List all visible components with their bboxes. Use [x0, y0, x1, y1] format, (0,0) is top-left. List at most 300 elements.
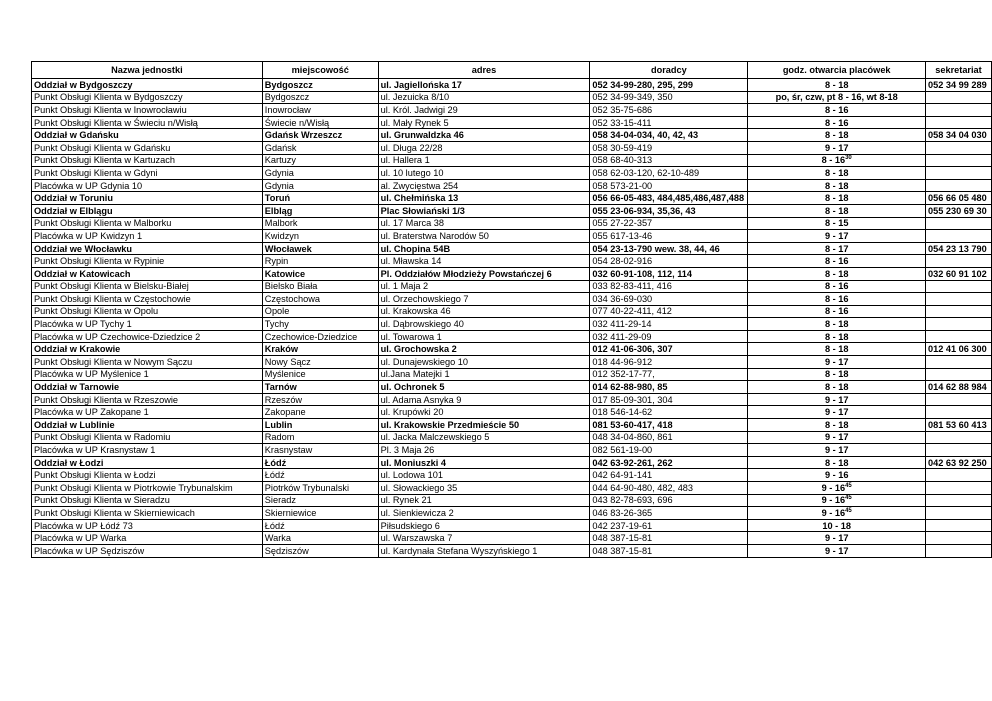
- cell-opening-hours: [748, 406, 926, 419]
- cell-unit-name: [32, 519, 263, 532]
- cell-opening-hours: [748, 116, 926, 129]
- hours-minutes-superscript: 45: [845, 507, 852, 514]
- cell-advisors-phone: [590, 204, 748, 217]
- table-row: [32, 381, 992, 394]
- table-row: [32, 116, 992, 129]
- cell-advisors-phone-text: 052 35-75-686: [592, 104, 653, 115]
- cell-advisors-phone-text: 042 64-91-141: [592, 470, 653, 481]
- cell-unit-name-text: Placówka w UP Zakopane 1: [34, 407, 149, 418]
- cell-advisors-phone-text: 052 34-99-349, 350: [592, 92, 673, 103]
- cell-unit-name-text: Punkt Obsługi Klienta w Nowym Sączu: [34, 356, 193, 367]
- table-row: [32, 167, 992, 180]
- cell-city: [262, 217, 378, 230]
- cell-advisors-phone-text: 018 44-96-912: [592, 356, 653, 367]
- cell-address-text: ul. 17 Marca 38: [380, 218, 444, 229]
- cell-opening-hours-text: 8 - 18: [824, 419, 849, 430]
- cell-unit-name-text: Punkt Obsługi Klienta w Piotrkowie Trybunalskim: [34, 482, 233, 493]
- cell-opening-hours: [748, 104, 926, 117]
- cell-advisors-phone: [590, 230, 748, 243]
- table-row: [32, 469, 992, 482]
- cell-unit-name-text: Placówka w UP Łódź 73: [34, 520, 133, 531]
- cell-address-text: ul. Mławska 14: [380, 256, 442, 267]
- cell-secretariat-text: 054 23 13 790: [928, 243, 987, 254]
- cell-secretariat: [926, 267, 992, 280]
- cell-city: [262, 494, 378, 507]
- cell-advisors-phone-text: 042 63-92-261, 262: [592, 457, 673, 468]
- cell-opening-hours: [748, 280, 926, 293]
- cell-advisors-phone-text: 055 27-22-357: [592, 218, 653, 229]
- table-row: [32, 255, 992, 268]
- cell-city-text: Sieradz: [264, 495, 296, 506]
- table-row: [32, 456, 992, 469]
- cell-address-text: ul. Orzechowskiego 7: [380, 293, 469, 304]
- cell-secretariat: [926, 192, 992, 205]
- cell-advisors-phone: [590, 91, 748, 104]
- cell-address: [378, 217, 590, 230]
- cell-secretariat: [926, 167, 992, 180]
- cell-secretariat: [926, 293, 992, 306]
- cell-opening-hours: [748, 381, 926, 394]
- cell-city: [262, 116, 378, 129]
- cell-opening-hours-text: 10 - 18: [822, 520, 851, 531]
- cell-advisors-phone: [590, 179, 748, 192]
- cell-secretariat: [926, 255, 992, 268]
- cell-address-text: Pl. Oddziałów Młodzieży Powstańczej 6: [380, 268, 552, 279]
- cell-address-text: ul. 10 lutego 10: [380, 167, 444, 178]
- cell-secretariat-text: 081 53 60 413: [928, 419, 987, 430]
- cell-unit-name: [32, 456, 263, 469]
- cell-city-text: Krasnystaw: [264, 445, 313, 456]
- cell-opening-hours: [748, 255, 926, 268]
- cell-advisors-phone-text: 055 617-13-46: [592, 230, 653, 241]
- cell-advisors-phone: [590, 116, 748, 129]
- cell-city-text: Kraków: [264, 344, 298, 355]
- cell-unit-name: [32, 217, 263, 230]
- table-row: [32, 393, 992, 406]
- header-opening-hours: godz. otwarcia placówek: [748, 62, 926, 79]
- cell-opening-hours-text: 8 - 18: [824, 319, 849, 330]
- table-row: [32, 141, 992, 154]
- cell-secretariat-text: 055 230 69 30: [928, 205, 987, 216]
- cell-city: [262, 91, 378, 104]
- cell-unit-name-text: Punkt Obsługi Klienta w Skierniewicach: [34, 507, 195, 518]
- cell-city: [262, 293, 378, 306]
- cell-secretariat: [926, 141, 992, 154]
- cell-city-text: Elbląg: [264, 205, 293, 216]
- cell-advisors-phone-text: 033 82-83-411, 416: [592, 281, 672, 292]
- cell-opening-hours: [748, 129, 926, 142]
- cell-opening-hours-text: 9 - 17: [824, 407, 849, 418]
- cell-advisors-phone-text: 082 561-19-00: [592, 445, 653, 456]
- cell-advisors-phone: [590, 267, 748, 280]
- cell-unit-name-text: Punkt Obsługi Klienta w Rypinie: [34, 256, 165, 267]
- table-row: [32, 305, 992, 318]
- cell-address: [378, 431, 590, 444]
- cell-secretariat: [926, 217, 992, 230]
- cell-address: [378, 192, 590, 205]
- table-row: [32, 406, 992, 419]
- cell-advisors-phone-text: 046 83-26-365: [592, 507, 653, 518]
- cell-city-text: Skierniewice: [264, 507, 317, 518]
- cell-city-text: Myślenice: [264, 369, 306, 380]
- cell-unit-name: [32, 179, 263, 192]
- cell-unit-name: [32, 230, 263, 243]
- cell-advisors-phone-text: 014 62-88-980, 85: [592, 382, 668, 393]
- cell-city: [262, 141, 378, 154]
- cell-advisors-phone: [590, 318, 748, 331]
- cell-advisors-phone: [590, 104, 748, 117]
- cell-opening-hours-text: 9 - 17: [824, 394, 849, 405]
- cell-city-text: Warka: [264, 533, 291, 544]
- cell-opening-hours: [748, 217, 926, 230]
- cell-unit-name: [32, 419, 263, 432]
- cell-address: [378, 519, 590, 532]
- cell-opening-hours: [748, 356, 926, 369]
- cell-secretariat: [926, 431, 992, 444]
- cell-opening-hours: [748, 368, 926, 381]
- cell-advisors-phone: [590, 456, 748, 469]
- cell-city: [262, 318, 378, 331]
- cell-advisors-phone-text: 054 28-02-916: [592, 256, 653, 267]
- cell-advisors-phone: [590, 419, 748, 432]
- cell-address-text: ul. Rynek 21: [380, 495, 432, 506]
- cell-secretariat-text: 042 63 92 250: [928, 457, 987, 468]
- cell-advisors-phone: [590, 255, 748, 268]
- cell-opening-hours-text: 8 - 16: [824, 256, 849, 267]
- cell-advisors-phone-text: 048 34-04-860, 861: [592, 432, 673, 443]
- cell-advisors-phone: [590, 482, 748, 495]
- cell-city-text: Piotrków Trybunalski: [264, 482, 350, 493]
- table-row: [32, 154, 992, 167]
- cell-opening-hours: [748, 519, 926, 532]
- table-body: [32, 79, 992, 558]
- cell-advisors-phone-text: 044 64-90-480, 482, 483: [592, 482, 694, 493]
- cell-address: [378, 406, 590, 419]
- cell-unit-name-text: Punkt Obsługi Klienta w Sieradzu: [34, 495, 170, 506]
- cell-advisors-phone: [590, 544, 748, 557]
- cell-secretariat-text: 032 60 91 102: [928, 268, 987, 279]
- cell-unit-name: [32, 482, 263, 495]
- cell-unit-name-text: Placówka w UP Myślenice 1: [34, 369, 149, 380]
- cell-advisors-phone-text: 018 546-14-62: [592, 407, 653, 418]
- cell-opening-hours-text: 8 - 16: [821, 155, 846, 166]
- cell-city: [262, 79, 378, 92]
- cell-secretariat-text: 056 66 05 480: [928, 193, 987, 204]
- cell-city: [262, 330, 378, 343]
- header-name: Nazwa jednostki: [32, 62, 263, 79]
- cell-unit-name-text: Oddział w Tarnowie: [34, 382, 120, 393]
- cell-opening-hours: [748, 179, 926, 192]
- cell-unit-name: [32, 91, 263, 104]
- cell-advisors-phone: [590, 469, 748, 482]
- cell-unit-name-text: Oddział w Lublinie: [34, 419, 115, 430]
- cell-address: [378, 179, 590, 192]
- cell-address: [378, 507, 590, 520]
- cell-unit-name-text: Oddział w Elblągu: [34, 205, 113, 216]
- cell-city: [262, 204, 378, 217]
- cell-unit-name: [32, 255, 263, 268]
- cell-opening-hours-text: 9 - 17: [824, 545, 849, 556]
- cell-advisors-phone-text: 058 30-59-419: [592, 142, 653, 153]
- cell-opening-hours-text: 8 - 18: [824, 79, 849, 90]
- cell-opening-hours-text: 9 - 17: [824, 432, 849, 443]
- cell-city: [262, 255, 378, 268]
- cell-opening-hours-text: 8 - 16: [824, 306, 849, 317]
- cell-unit-name-text: Punkt Obsługi Klienta w Opolu: [34, 306, 159, 317]
- cell-opening-hours: [748, 431, 926, 444]
- cell-address: [378, 532, 590, 545]
- cell-secretariat: [926, 532, 992, 545]
- cell-unit-name: [32, 293, 263, 306]
- cell-opening-hours: [748, 154, 926, 167]
- cell-city-text: Zakopane: [264, 407, 306, 418]
- cell-city: [262, 230, 378, 243]
- cell-opening-hours: [748, 494, 926, 507]
- cell-advisors-phone-text: 052 34-99-280, 295, 299: [592, 79, 694, 90]
- cell-secretariat: [926, 356, 992, 369]
- cell-city-text: Łódź: [264, 457, 287, 468]
- cell-advisors-phone: [590, 79, 748, 92]
- cell-address: [378, 255, 590, 268]
- cell-address: [378, 444, 590, 457]
- cell-city-text: Świecie n/Wisłą: [264, 117, 330, 128]
- cell-advisors-phone-text: 058 62-03-120, 62-10-489: [592, 167, 700, 178]
- cell-advisors-phone-text: 056 66-05-483, 484,485,486,487,488: [592, 193, 745, 204]
- cell-city-text: Łódź: [264, 520, 285, 531]
- cell-unit-name: [32, 141, 263, 154]
- cell-advisors-phone: [590, 154, 748, 167]
- table-row: [32, 79, 992, 92]
- cell-address-text: ul. Mały Rynek 5: [380, 117, 449, 128]
- cell-address-text: ul. Chełmińska 13: [380, 193, 459, 204]
- cell-address: [378, 419, 590, 432]
- cell-opening-hours: [748, 532, 926, 545]
- cell-secretariat-text: 014 62 88 984: [928, 382, 987, 393]
- cell-advisors-phone-text: 052 33-15-411: [592, 117, 652, 128]
- cell-advisors-phone: [590, 368, 748, 381]
- cell-address-text: ul.Jana Matejki 1: [380, 369, 450, 380]
- cell-opening-hours: [748, 141, 926, 154]
- cell-address: [378, 393, 590, 406]
- cell-city-text: Gdańsk: [264, 142, 297, 153]
- header-address: adres: [378, 62, 590, 79]
- cell-unit-name: [32, 154, 263, 167]
- cell-opening-hours-text: 8 - 18: [824, 268, 849, 279]
- cell-city-text: Toruń: [264, 193, 291, 204]
- cell-city-text: Inowrocław: [264, 104, 311, 115]
- cell-city: [262, 456, 378, 469]
- cell-city: [262, 419, 378, 432]
- cell-unit-name: [32, 129, 263, 142]
- cell-city-text: Radom: [264, 432, 295, 443]
- cell-secretariat: [926, 104, 992, 117]
- cell-secretariat: [926, 179, 992, 192]
- cell-address-text: ul. Dąbrowskiego 40: [380, 319, 464, 330]
- cell-address: [378, 230, 590, 243]
- table-row: [32, 544, 992, 557]
- cell-opening-hours-text: 8 - 18: [824, 130, 849, 141]
- cell-unit-name-text: Oddział w Krakowie: [34, 344, 121, 355]
- cell-unit-name: [32, 431, 263, 444]
- cell-unit-name-text: Oddział w Toruniu: [34, 193, 113, 204]
- hours-minutes-superscript: 45: [845, 495, 852, 502]
- cell-unit-name-text: Punkt Obsługi Klienta w Inowrocławiu: [34, 104, 187, 115]
- cell-address: [378, 368, 590, 381]
- cell-address-text: ul. Towarowa 1: [380, 331, 442, 342]
- cell-unit-name-text: Punkt Obsługi Klienta w Bielsku-Białej: [34, 281, 189, 292]
- cell-advisors-phone-text: 032 60-91-108, 112, 114: [592, 268, 693, 279]
- cell-address-text: ul. Krupówki 20: [380, 407, 444, 418]
- cell-opening-hours-text: 8 - 18: [824, 344, 849, 355]
- cell-unit-name: [32, 242, 263, 255]
- cell-advisors-phone-text: 032 411-29-09: [592, 331, 652, 342]
- table-row: [32, 532, 992, 545]
- cell-advisors-phone: [590, 129, 748, 142]
- cell-opening-hours: [748, 192, 926, 205]
- cell-address: [378, 116, 590, 129]
- cell-unit-name-text: Oddział we Włocławku: [34, 243, 133, 254]
- cell-address-text: ul. Grunwaldzka 46: [380, 130, 464, 141]
- cell-city-text: Kartuzy: [264, 155, 296, 166]
- cell-opening-hours-text: 9 - 16: [821, 495, 846, 506]
- cell-opening-hours: [748, 482, 926, 495]
- cell-city: [262, 544, 378, 557]
- cell-advisors-phone: [590, 330, 748, 343]
- cell-advisors-phone: [590, 305, 748, 318]
- cell-advisors-phone: [590, 343, 748, 356]
- cell-address: [378, 482, 590, 495]
- cell-opening-hours: [748, 305, 926, 318]
- table-row: [32, 179, 992, 192]
- cell-city-text: Łódź: [264, 470, 285, 481]
- cell-city: [262, 469, 378, 482]
- cell-secretariat: [926, 419, 992, 432]
- table-row: [32, 368, 992, 381]
- cell-address-text: ul. Ochronek 5: [380, 382, 445, 393]
- cell-city-text: Sędziszów: [264, 545, 309, 556]
- cell-advisors-phone-text: 032 411-29-14: [592, 319, 652, 330]
- cell-advisors-phone-text: 077 40-22-411, 412: [592, 306, 672, 317]
- cell-advisors-phone-text: 012 41-06-306, 307: [592, 344, 673, 355]
- table-row: [32, 204, 992, 217]
- cell-city: [262, 431, 378, 444]
- cell-advisors-phone: [590, 519, 748, 532]
- cell-address: [378, 330, 590, 343]
- cell-opening-hours-text: 9 - 16: [821, 482, 846, 493]
- cell-address: [378, 544, 590, 557]
- cell-opening-hours-text: 8 - 18: [824, 205, 849, 216]
- cell-opening-hours-text: 8 - 15: [824, 218, 849, 229]
- cell-opening-hours-text: 8 - 18: [824, 382, 849, 393]
- cell-address: [378, 381, 590, 394]
- table-row: [32, 356, 992, 369]
- cell-opening-hours: [748, 330, 926, 343]
- cell-opening-hours: [748, 91, 926, 104]
- cell-address: [378, 280, 590, 293]
- table-row: [32, 519, 992, 532]
- cell-address: [378, 104, 590, 117]
- cell-city: [262, 280, 378, 293]
- branch-table: [31, 61, 992, 558]
- cell-advisors-phone: [590, 141, 748, 154]
- cell-unit-name-text: Placówka w UP Czechowice-Dziedzice 2: [34, 331, 201, 342]
- cell-address: [378, 305, 590, 318]
- cell-city-text: Nowy Sącz: [264, 356, 311, 367]
- cell-city: [262, 179, 378, 192]
- cell-address-text: ul. Chopina 54B: [380, 243, 451, 254]
- cell-city-text: Rzeszów: [264, 394, 303, 405]
- cell-advisors-phone: [590, 242, 748, 255]
- cell-advisors-phone-text: 043 82-78-693, 696: [592, 495, 673, 506]
- cell-advisors-phone: [590, 167, 748, 180]
- cell-address-text: ul. Sienkiewicza 2: [380, 507, 454, 518]
- cell-city: [262, 381, 378, 394]
- table-row: [32, 343, 992, 356]
- cell-city: [262, 242, 378, 255]
- cell-address-text: ul. Braterstwa Narodów 50: [380, 230, 489, 241]
- cell-advisors-phone: [590, 532, 748, 545]
- cell-address: [378, 242, 590, 255]
- cell-opening-hours-text: 9 - 17: [824, 445, 849, 456]
- cell-opening-hours: [748, 393, 926, 406]
- cell-advisors-phone-text: 048 387-15-81: [592, 533, 653, 544]
- cell-unit-name: [32, 507, 263, 520]
- cell-city: [262, 532, 378, 545]
- cell-address: [378, 154, 590, 167]
- header-secretariat: sekretariat: [926, 62, 992, 79]
- cell-opening-hours: [748, 267, 926, 280]
- cell-advisors-phone: [590, 280, 748, 293]
- cell-opening-hours-text: 8 - 16: [824, 104, 849, 115]
- cell-advisors-phone-text: 058 68-40-313: [592, 155, 653, 166]
- cell-address-text: ul. Krakowskie Przedmieście 50: [380, 419, 520, 430]
- cell-unit-name-text: Punkt Obsługi Klienta w Bydgoszczy: [34, 92, 183, 103]
- table-row: [32, 293, 992, 306]
- table-row: [32, 217, 992, 230]
- cell-unit-name: [32, 267, 263, 280]
- cell-city: [262, 368, 378, 381]
- cell-unit-name: [32, 393, 263, 406]
- header-city: miejscowość: [262, 62, 378, 79]
- cell-secretariat: [926, 494, 992, 507]
- cell-opening-hours: [748, 343, 926, 356]
- cell-city-text: Katowice: [264, 268, 306, 279]
- cell-city: [262, 393, 378, 406]
- cell-city: [262, 356, 378, 369]
- cell-unit-name: [32, 444, 263, 457]
- cell-city-text: Bielsko Biała: [264, 281, 318, 292]
- table-row: [32, 318, 992, 331]
- table-row: [32, 242, 992, 255]
- cell-secretariat: [926, 544, 992, 557]
- cell-address-text: ul. Jagiellońska 17: [380, 79, 462, 90]
- cell-address-text: ul. Moniuszki 4: [380, 457, 446, 468]
- cell-unit-name: [32, 368, 263, 381]
- cell-unit-name-text: Placówka w UP Sędziszów: [34, 545, 145, 556]
- cell-opening-hours-text: 8 - 16: [824, 281, 849, 292]
- cell-unit-name-text: Punkt Obsługi Klienta w Gdańsku: [34, 142, 171, 153]
- cell-unit-name: [32, 104, 263, 117]
- cell-address-text: ul. Grochowska 2: [380, 344, 457, 355]
- cell-unit-name: [32, 305, 263, 318]
- cell-advisors-phone: [590, 507, 748, 520]
- cell-city: [262, 507, 378, 520]
- header-row: [32, 62, 992, 79]
- cell-unit-name-text: Punkt Obsługi Klienta w Częstochowie: [34, 293, 191, 304]
- cell-address-text: ul. Dunajewskiego 10: [380, 356, 468, 367]
- cell-address-text: ul. Długa 22/28: [380, 142, 443, 153]
- cell-opening-hours: [748, 507, 926, 520]
